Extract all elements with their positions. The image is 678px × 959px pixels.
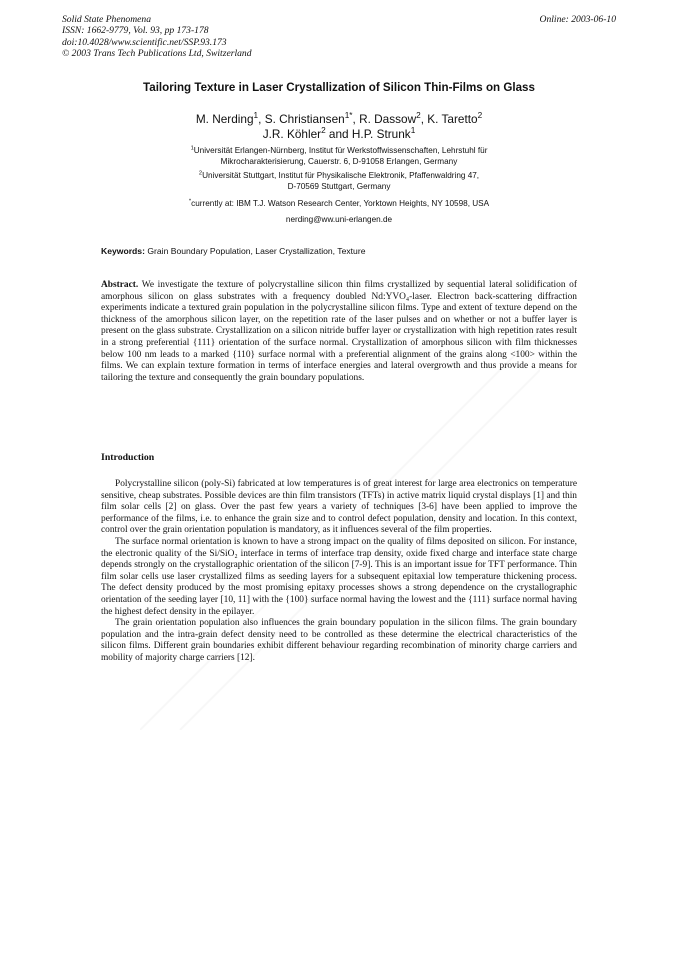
paragraph: The grain orientation population also influences the grain boundary population in the silicon films. The grain boundary population and the intra-grain defect density need to be controlled as these determine the electrical characteristics of the silicon films. Different grain boundaries exhibit different behaviour regarding recombination of minority charge carriers and mobility of majority charge carriers [12]. — [101, 618, 577, 663]
author-line-1 — [0, 112, 678, 127]
author-sup: 2 — [416, 111, 421, 121]
author: K. Taretto — [427, 112, 478, 126]
author-sup: 1 — [253, 111, 259, 121]
affiliation-2 — [0, 171, 678, 193]
email[interactable]: nerding@ww.uni-erlangen.de — [285, 215, 393, 224]
paragraph: Polycrystalline silicon (poly-Si) fabricated at low temperatures is of great interest for large area electronics on temperature sensitive, cheap substrates. Possible devices are thin film transistors (TFTs) in active matrix liquid crystal displays [1] and thin film solar cells [2] on glass. Over the past few years a variety of techniques [3-6] have been applied to improve the performance of the films, i.e. to enhance the grain size and to control defect population, density and location. In this context, control over the grain orientation population is mandatory, as it influences several of the film properties. — [101, 479, 577, 536]
abstract — [101, 280, 577, 384]
author-separator: , — [352, 112, 360, 126]
online-date: Online: 2003-06-10 — [539, 14, 616, 25]
affiliation-text: Universität Stuttgart, Institut für Physikalische Elektronik, Pfaffenwaldring 47, — [202, 171, 480, 180]
author: S. Christiansen — [264, 112, 345, 126]
author: M. Nerding — [195, 112, 254, 126]
author-sup: 1 — [410, 125, 416, 135]
affiliation-text: currently at: IBM T.J. Watson Research Center, Yorktown Heights, NY 10598, USA — [191, 199, 490, 208]
abstract-text: We investigate the texture of polycrystalline silicon thin films crystallized by sequential lateral solidification of amorphous silicon on glass substrates with a frequency doubled Nd:YVO₄-laser. Electron back-scattering diffraction experiments indicate a textured grain population in the polycrystalline silicon films. Type and extent of texture depend on the thickness of the amorphous silicon layer, on the repetition rate of the laser pulses and on whether or not a buffer layer is present on the glass substrate. Crystallization on a silicon nitride buffer layer or crystallization with high repetition rates result in a strong preferential {111} orientation of the surface normal. Crystallization of amorphous silicon with film thicknesses below 100 nm leads to a marked {110} surface normal with a preferential alignment of the grains along <100> within the films. We can explain texture formation in terms of interface energies and lateral overgrowth and thus provide a means for tailoring the texture and consequently the grain boundary populations. — [101, 280, 577, 383]
author-separator: and — [325, 126, 352, 141]
author-line-2 — [0, 127, 678, 142]
keywords-text: Grain Boundary Population, Laser Crystallization, Texture — [147, 246, 366, 256]
introduction-body — [101, 479, 577, 665]
author-sup: 2 — [321, 125, 326, 135]
author-list — [0, 112, 678, 141]
doi-line[interactable]: doi:10.4028/www.scientific.net/SSP.93.173 — [62, 36, 227, 48]
copyright-line: © 2003 Trans Tech Publications Ltd, Switzerland — [62, 48, 252, 60]
keywords-label: Keywords: — [101, 246, 145, 256]
running-header — [62, 14, 616, 60]
author-sup: 2 — [477, 111, 483, 121]
author: H.P. Strunk — [351, 126, 411, 141]
section-heading-introduction: Introduction — [101, 452, 155, 463]
affiliation-text: Mikrocharakterisierung, Cauerstr. 6, D-91058 Erlangen, Germany — [220, 156, 458, 166]
journal-name: Solid State Phenomena — [62, 14, 151, 25]
current-address — [0, 199, 678, 210]
abstract-label: Abstract. — [101, 280, 139, 290]
affiliation-text: D-70569 Stuttgart, Germany — [287, 181, 391, 191]
author: R. Dassow — [359, 112, 417, 126]
paper-title: Tailoring Texture in Laser Crystallization of Silicon Thin-Films on Glass — [143, 81, 535, 94]
issn-line: ISSN: 1662-9779, Vol. 93, pp 173-178 — [62, 25, 209, 37]
affiliation-sup: 2 — [198, 170, 203, 177]
affiliation-text: Universität Erlangen-Nürnberg, Institut für Werkstoffwissenschaften, Lehrstuhl für — [193, 146, 488, 155]
author-sup: 1* — [344, 111, 353, 121]
author: J.R. Köhler — [262, 126, 322, 141]
affiliation-sup: 1 — [190, 145, 194, 152]
affiliation-1 — [0, 146, 678, 168]
author-separator: , — [258, 112, 265, 126]
affiliation-sup: * — [188, 198, 192, 205]
paragraph: The surface normal orientation is known to have a strong impact on the quality of films deposited on silicon. For instance, the electronic quality of the Si/SiO₂ interface in terms of interface trap density, oxide fixed charge and interface state charge depends strongly on the crystallographic orientation of the silicon [7-9]. This is an important issue for TFT performance. Thin film solar cells use laser crystallized films as seeding layers for a subsequent epitaxial low temperature thickening process. The defect density produced by the most promising epitaxy processes shows a strong dependence on the crystallographic orientation of the seeding layer [10, 11] with the {100} surface normal having the lowest and the {111} surface normal having the highest defect density in the epilayer. — [101, 536, 577, 617]
keywords — [101, 246, 365, 256]
author-separator: , — [420, 112, 428, 126]
